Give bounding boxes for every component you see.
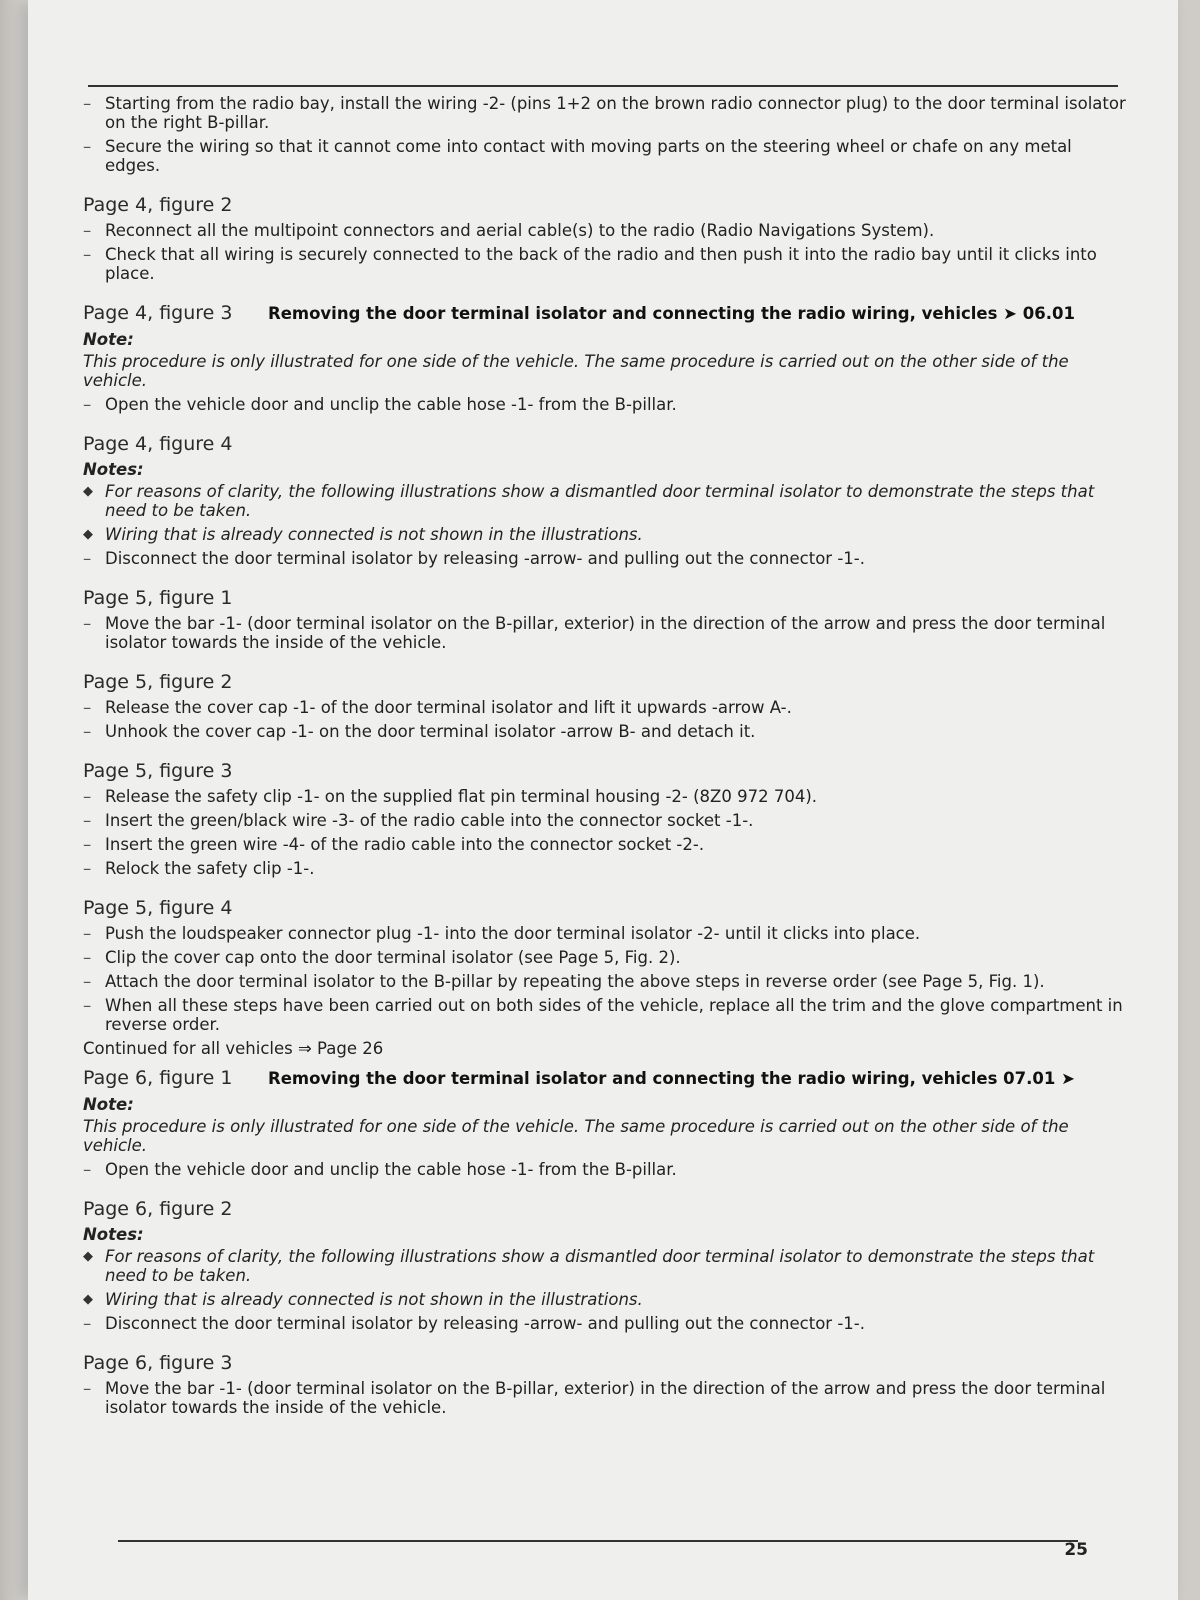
list-item: – Disconnect the door terminal isolator by releasing -arrow- and pulling out the connector -1-. xyxy=(83,1314,865,1333)
diamond-bullet-icon: ◆ xyxy=(83,1249,93,1264)
section-heading: Page 4, figure 2 xyxy=(83,194,233,216)
bullet-item: ◆ Wiring that is already connected is not shown in the illustrations. xyxy=(83,1290,643,1309)
dash-marker: – xyxy=(83,972,92,991)
top-rule xyxy=(88,85,1118,87)
section-heading: Page 6, figure 1 Removing the door terminal isolator and connecting the radio wiring, vehicles 07.01 ➤ xyxy=(83,1067,1075,1089)
list-item: – Disconnect the door terminal isolator by releasing -arrow- and pulling out the connector -1-. xyxy=(83,549,865,568)
dash-marker: – xyxy=(83,787,92,806)
section-heading: Page 5, figure 3 xyxy=(83,760,233,782)
dash-marker: – xyxy=(83,1314,92,1333)
section-p6-fig1 xyxy=(83,1066,1128,1179)
list-item: – Reconnect all the multipoint connectors and aerial cable(s) to the radio (Radio Navigations System). xyxy=(83,221,935,240)
bottom-rule xyxy=(118,1540,1078,1542)
section-p6-fig3 xyxy=(83,1351,1128,1417)
section-p6-fig2 xyxy=(83,1197,1128,1333)
dash-marker: – xyxy=(83,698,92,717)
note-label: Notes: xyxy=(83,460,144,479)
list-item: – Open the vehicle door and unclip the cable hose -1- from the B-pillar. xyxy=(83,395,677,414)
dash-marker: – xyxy=(83,859,92,878)
section-title: Removing the door terminal isolator and connecting the radio wiring, vehicles 07.01 ➤ xyxy=(268,1069,1075,1088)
bullet-item: ◆ For reasons of clarity, the following illustrations show a dismantled door terminal isolator to demonstrate the steps that need to be taken. xyxy=(83,1247,1095,1285)
list-item: – Unhook the cover cap -1- on the door terminal isolator -arrow B- and detach it. xyxy=(83,722,756,741)
dash-marker: – xyxy=(83,94,92,113)
list-item: – Check that all wiring is securely connected to the back of the radio and then push it into the radio bay until it clicks into place. xyxy=(83,245,1097,283)
list-item: – Release the safety clip -1- on the supplied flat pin terminal housing -2- (8Z0 972 704). xyxy=(83,787,818,806)
list-item: – Insert the green wire -4- of the radio cable into the connector socket -2-. xyxy=(83,835,705,854)
page-number: 25 xyxy=(1064,1540,1088,1560)
dash-marker: – xyxy=(83,996,92,1015)
bullet-item: ◆ For reasons of clarity, the following illustrations show a dismantled door terminal isolator to demonstrate the steps that need to be taken. xyxy=(83,482,1095,520)
section-heading: Page 4, figure 3 Removing the door terminal isolator and connecting the radio wiring, vehicles ➤ 06.01 xyxy=(83,302,1075,324)
section-p5-fig3 xyxy=(83,759,1128,878)
section-heading: Page 4, figure 4 xyxy=(83,433,233,455)
dash-marker: – xyxy=(83,614,92,633)
section-p4-fig3 xyxy=(83,301,1128,414)
list-item: – Release the cover cap -1- of the door terminal isolator and lift it upwards -arrow A-. xyxy=(83,698,792,717)
section-p4-fig2 xyxy=(83,193,1128,283)
dash-marker: – xyxy=(83,137,92,156)
dash-marker: – xyxy=(83,549,92,568)
note-label: Note: xyxy=(83,1095,134,1114)
list-item: – Starting from the radio bay, install the wiring -2- (pins 1+2 on the brown radio connector plug) to the door terminal isolator on the right B-pillar. xyxy=(83,94,1126,132)
continued-reference: Continued for all vehicles ⇒ Page 26 xyxy=(83,1039,384,1058)
list-item: – Relock the safety clip -1-. xyxy=(83,859,315,878)
diamond-bullet-icon: ◆ xyxy=(83,484,93,499)
note-label: Note: xyxy=(83,330,134,349)
section-intro xyxy=(83,94,1128,175)
dash-marker: – xyxy=(83,221,92,240)
dash-marker: – xyxy=(83,835,92,854)
list-item: – Push the loudspeaker connector plug -1- into the door terminal isolator -2- until it clicks into place. xyxy=(83,924,921,943)
book-spine xyxy=(0,0,28,1600)
list-item: – Secure the wiring so that it cannot come into contact with moving parts on the steering wheel or chafe on any metal edges. xyxy=(83,137,1072,175)
manual-page xyxy=(28,0,1178,1600)
section-title: Removing the door terminal isolator and connecting the radio wiring, vehicles ➤ 06.01 xyxy=(268,304,1075,323)
section-heading: Page 6, figure 2 xyxy=(83,1198,233,1220)
section-heading: Page 5, figure 1 xyxy=(83,587,233,609)
list-item: – Open the vehicle door and unclip the cable hose -1- from the B-pillar. xyxy=(83,1160,677,1179)
diamond-bullet-icon: ◆ xyxy=(83,527,93,542)
dash-marker: – xyxy=(83,924,92,943)
list-item: – Move the bar -1- (door terminal isolator on the B-pillar, exterior) in the direction of the arrow and press the door terminal isolator towards the inside of the vehicle. xyxy=(83,1379,1106,1417)
diamond-bullet-icon: ◆ xyxy=(83,1292,93,1307)
bullet-item: ◆ Wiring that is already connected is not shown in the illustrations. xyxy=(83,525,643,544)
note-text: This procedure is only illustrated for one side of the vehicle. The same procedure is carried out on the other side of the vehicle. xyxy=(83,1117,1069,1155)
section-p5-fig2 xyxy=(83,670,1128,741)
dash-marker: – xyxy=(83,395,92,414)
dash-marker: – xyxy=(83,722,92,741)
dash-marker: – xyxy=(83,245,92,264)
note-text: This procedure is only illustrated for one side of the vehicle. The same procedure is carried out on the other side of the vehicle. xyxy=(83,352,1069,390)
section-heading: Page 5, figure 4 xyxy=(83,897,233,919)
list-item: – When all these steps have been carried out on both sides of the vehicle, replace all the trim and the glove compartment in reverse order. xyxy=(83,996,1123,1034)
section-p5-fig1 xyxy=(83,586,1128,652)
list-item: – Attach the door terminal isolator to the B-pillar by repeating the above steps in reverse order (see Page 5, Fig. 1). xyxy=(83,972,1045,991)
section-p5-fig4 xyxy=(83,896,1128,1058)
dash-marker: – xyxy=(83,1160,92,1179)
section-heading: Page 5, figure 2 xyxy=(83,671,233,693)
section-heading: Page 6, figure 3 xyxy=(83,1352,233,1374)
list-item: – Clip the cover cap onto the door terminal isolator (see Page 5, Fig. 2). xyxy=(83,948,681,967)
section-p4-fig4 xyxy=(83,432,1128,568)
note-label: Notes: xyxy=(83,1225,144,1244)
dash-marker: – xyxy=(83,811,92,830)
page-content xyxy=(83,94,1128,1435)
dash-marker: – xyxy=(83,948,92,967)
dash-marker: – xyxy=(83,1379,92,1398)
list-item: – Insert the green/black wire -3- of the radio cable into the connector socket -1-. xyxy=(83,811,754,830)
list-item: – Move the bar -1- (door terminal isolator on the B-pillar, exterior) in the direction of the arrow and press the door terminal isolator towards the inside of the vehicle. xyxy=(83,614,1106,652)
